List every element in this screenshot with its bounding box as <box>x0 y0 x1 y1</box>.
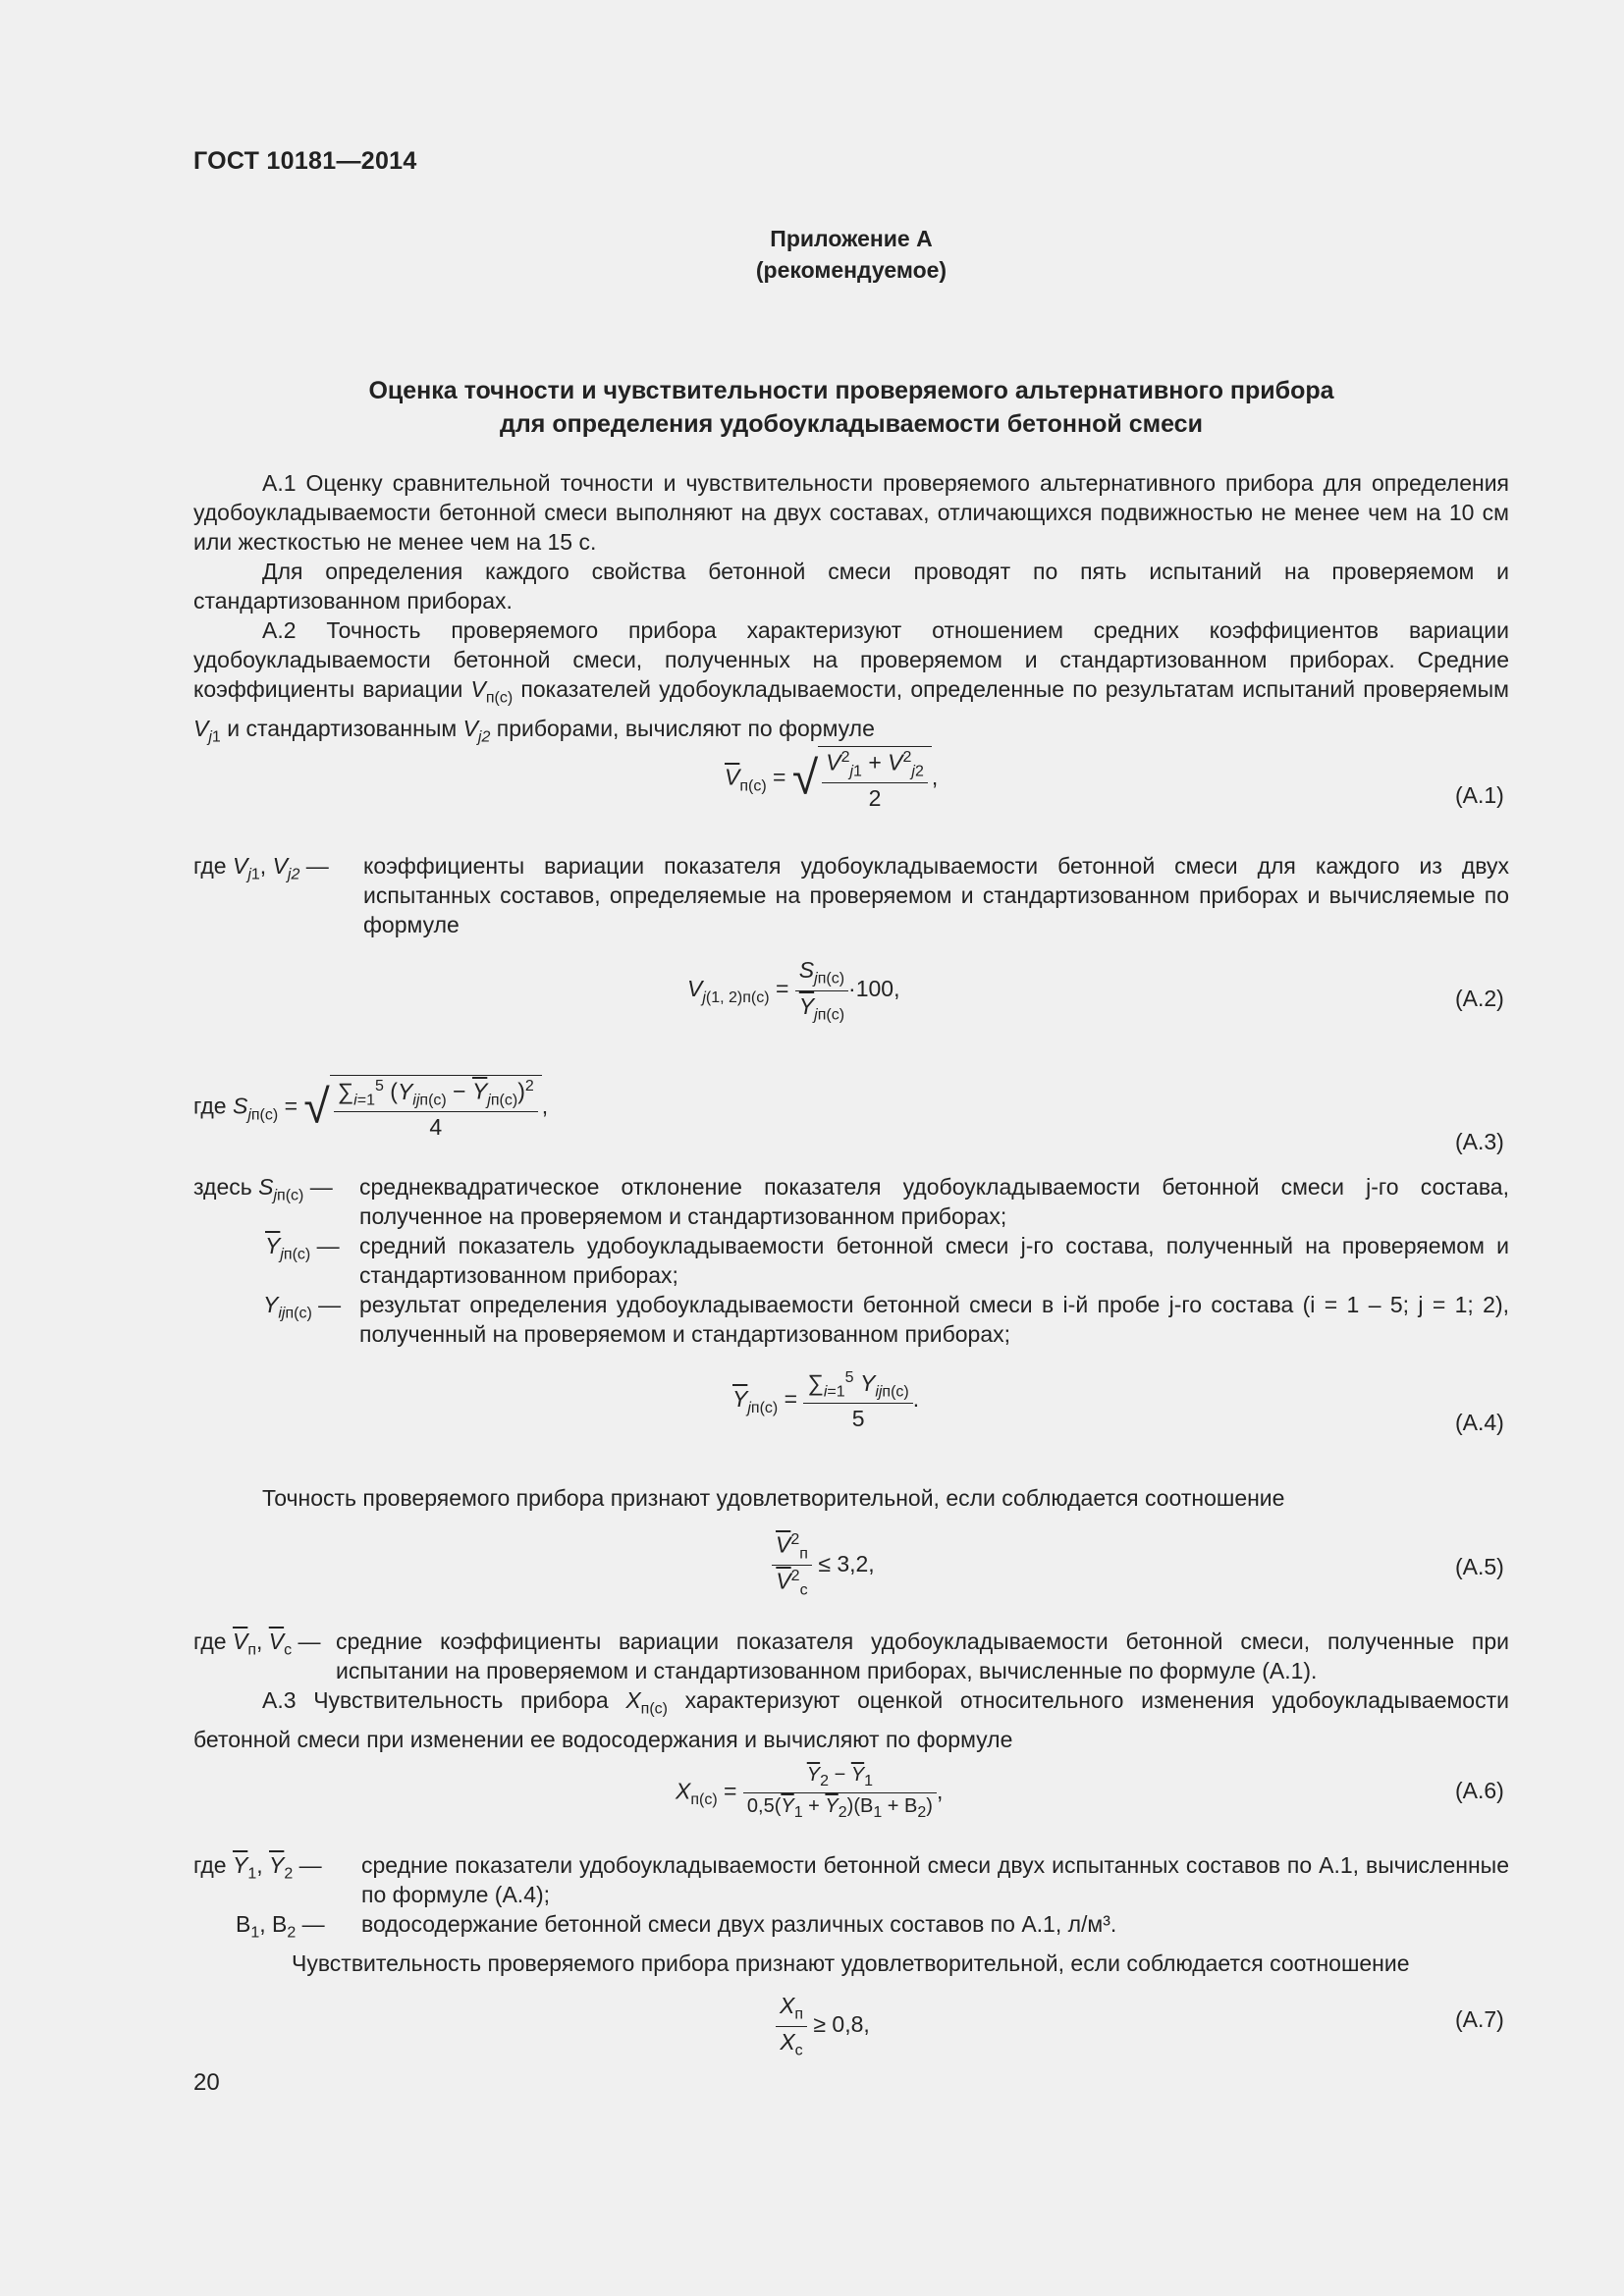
a3-text-start: А.3 Чувствительность прибора <box>262 1687 626 1713</box>
formula-a3: где $S_{jп(с)}$ = √ $\frac{\sum_{i=1}^5 (Y_{ijп(с)} - \overline{Y}_{jп(с)})^2}{4}$ , <box>193 1075 548 1141</box>
doc-header: ГОСТ 10181—2014 <box>193 147 417 175</box>
legend-3c-term: $Y_{ijп(с)}$ — <box>263 1292 342 1322</box>
formula-a5-tail: ≤ 3,2, <box>818 1550 875 1576</box>
legend-3a-desc: среднеквадратическое отклонение показателя удобоукладываемости бетонной смеси j-го состава, полученное на проверяемом и стандартизованном приборах; <box>359 1174 1509 1229</box>
formula-a2: $V_{j(1, 2)п(с)}$ = $\frac{S_{jп(с)}}{\overline{Y}_{jп(с)}}$ ·100, <box>687 957 900 1024</box>
legend-6b-term: $В_1$, $В_2$ — <box>236 1911 325 1942</box>
formula-a2-number: (А.2) <box>1455 986 1504 1011</box>
accuracy-condition: Точность проверяемого прибора признают удовлетворительной, если соблюдается соотношение <box>262 1485 1285 1511</box>
legend-3c-desc: результат определения удобоукладываемости бетонной смеси в i-й пробе j-го состава (i = 1 – 5; j = 1; 2), полученный на проверяемом и стандартизованном приборах; <box>359 1292 1509 1347</box>
a2-text-mid1: показателей удобоукладываемости, определенные по результатам испытаний проверяемым <box>513 676 1509 702</box>
formula-a2-tail: ·100, <box>848 976 900 1002</box>
legend-6a-desc: средние показатели удобоукладываемости бетонной смеси двух испытанных составов по А.1, вычисленные по формуле (А.4); <box>361 1852 1509 1907</box>
formula-a5-number: (А.5) <box>1455 1554 1504 1579</box>
page-number: 20 <box>193 2069 220 2096</box>
legend-6a-term: где $\overline{Y}_1$, $\overline{Y}_2$ — <box>193 1852 322 1883</box>
legend-5-desc: средние коэффициенты вариации показателя удобоукладываемости бетонной смеси, полученные при испытании на проверяемом и стандартизованном приборах, вычисленные по формуле (А.1). <box>336 1629 1509 1683</box>
formula-a5: $\frac{\overline{V}^2_п}{\overline{V}^2_с}$ ≤ 3,2, <box>772 1531 875 1600</box>
formula-a6: $X_{п(с)}$ = $\frac{\overline{Y}_2 - \overline{Y}_1}{0,5(\overline{Y}_1 + \overline{Y}_2)(В_1 + В_2)}$ , <box>676 1764 944 1821</box>
formula-a1-number: (А.1) <box>1455 782 1504 808</box>
section-title-line1: Оценка точности и чувствительности проверяемого альтернативного прибора <box>368 377 1334 404</box>
paragraph-a1: А.1 Оценку сравнительной точности и чувствительности проверяемого альтернативного прибора для определения удобоукладываемости бетонной смеси выполняют на двух составах, отличающихся подвижностью не менее чем на 10 см или жесткостью не менее чем на 15 с. <box>193 470 1509 555</box>
legend-where-1: где $V_{j1}$, $V_{j2}$ — <box>193 853 329 883</box>
legend-1-desc: коэффициенты вариации показателя удобоукладываемости бетонной смеси для каждого из двух испытанных составов, определяемые на проверяемом и стандартизованном приборах и вычисляемые по формуле <box>363 853 1509 937</box>
formula-a4: $\overline{Y}_{jп(с)}$ = $\frac{\sum_{i=1}^5 Y_{ijп(с)}}{5}$ . <box>732 1369 920 1432</box>
a3-text-end: характеризуют оценкой относительного изменения удобоукладываемости бетонной смеси при изменении ее водосодержания и вычисляют по формуле <box>193 1687 1509 1752</box>
appendix-subtitle: (рекомендуемое) <box>755 257 947 283</box>
paragraph-a3: А.3 Чувствительность прибора $X_{п(с)}$ характеризуют оценкой относительного изменения удобоукладываемости бетонной смеси при изменении ее водосодержания и вычисляют по формуле <box>193 1687 1509 1752</box>
where-label-5: где <box>193 1629 227 1654</box>
formula-a3-number: (А.3) <box>1455 1129 1504 1154</box>
legend-6b-desc: водосодержание бетонной смеси двух различных составов по А.1, л/м³. <box>361 1911 1117 1937</box>
formula-a6-number: (А.6) <box>1455 1778 1504 1803</box>
a2-text-mid2: и стандартизованным <box>220 715 463 741</box>
where-label-6: где <box>193 1852 227 1878</box>
formula-a7-tail: ≥ 0,8, <box>813 2011 870 2038</box>
formula-a7: $\frac{X_п}{X_с}$ ≥ 0,8, <box>776 1993 870 2059</box>
here-label: здесь <box>193 1174 252 1200</box>
legend-5-term: где $\overline{V}_п$, $\overline{V}_с$ — <box>193 1629 321 1659</box>
a2-text-start: А.2 Точность проверяемого прибора характеризуют отношением средних коэффициентов вариации удобоукладываемости бетонной смеси, полученных на проверяемом и стандартизованном приборах. Средние коэффициенты вариации <box>193 617 1509 702</box>
paragraph-a2: А.2 Точность проверяемого прибора характеризуют отношением средних коэффициентов вариации удобоукладываемости бетонной смеси, полученных на проверяемом и стандартизованном приборах. Средние коэффициенты вариации $V_{п(с)}$ показателей удобоукладываемости, определенные по результатам испытаний проверяемым $V_{j1}$ и стандартизованным $V_{j2}$ приборами, вычисляют по формуле <box>193 617 1509 746</box>
where-label-a3: где <box>193 1093 227 1119</box>
legend-3b-term: $\overline{Y}_{jп(с)}$ — <box>265 1233 340 1263</box>
where-label: где <box>193 853 227 879</box>
legend-3b-desc: средний показатель удобоукладываемости бетонной смеси j-го состава, полученный на проверяемом и стандартизованном приборах; <box>359 1233 1509 1288</box>
section-title-line2: для определения удобоукладываемости бетонной смеси <box>500 410 1203 438</box>
sensitivity-condition: Чувствительность проверяемого прибора признают удовлетворительной, если соблюдается соотношение <box>292 1950 1410 1976</box>
appendix-title: Приложение А <box>770 226 933 251</box>
legend-here: здесь $S_{jп(с)}$ — <box>193 1174 333 1204</box>
a2-text-end: приборами, вычисляют по формуле <box>490 715 875 741</box>
formula-a1: $\overline{V}_{п(с)}$ = √ $\frac{V^2_{j1} + V^2_{j2}}{2}$ , <box>725 746 938 812</box>
paragraph-a1b: Для определения каждого свойства бетонной смеси проводят по пять испытаний на проверяемом и стандартизованном приборах. <box>193 559 1509 614</box>
formula-a4-number: (А.4) <box>1455 1410 1504 1435</box>
formula-a7-number: (А.7) <box>1455 2006 1504 2032</box>
